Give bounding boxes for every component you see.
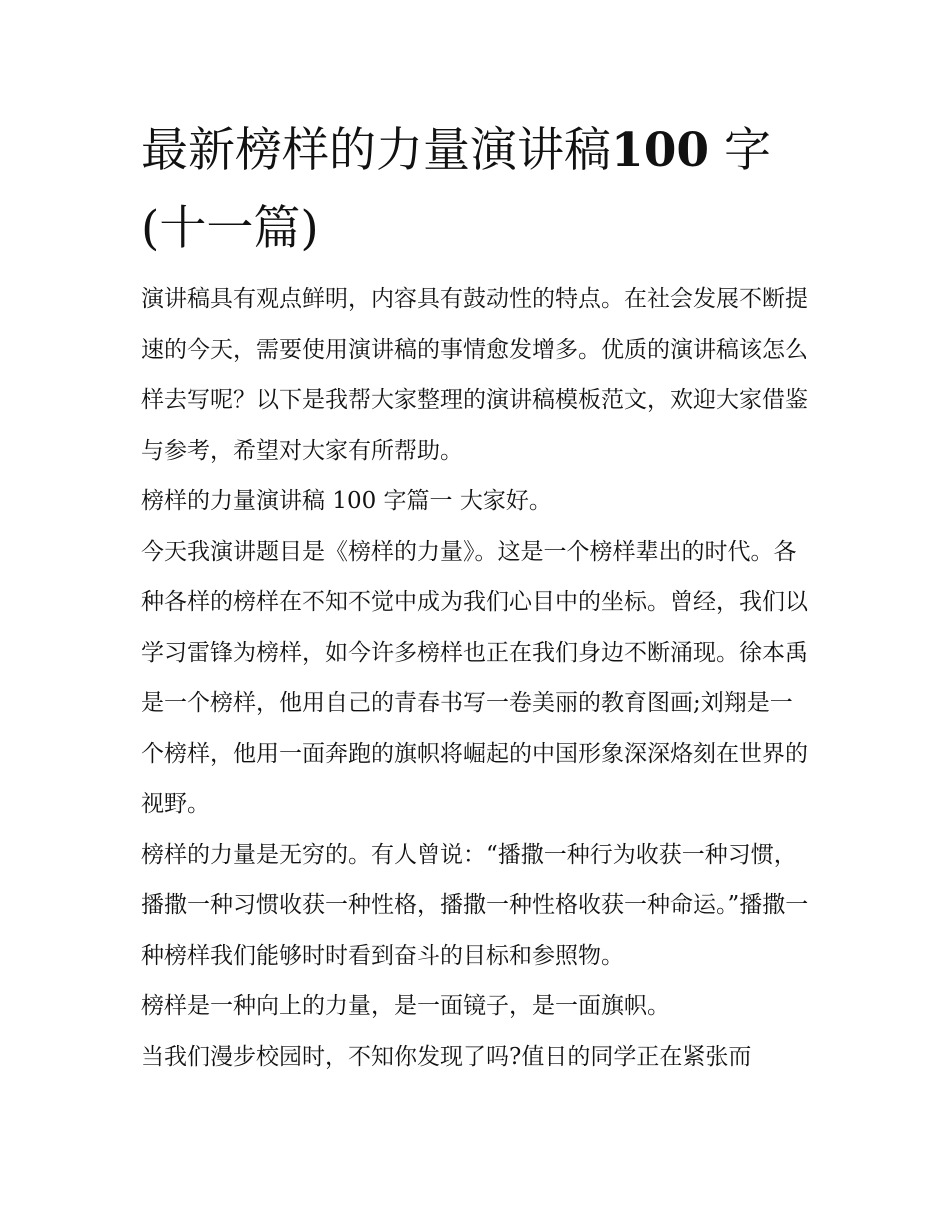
title-number: 100 [611,123,710,178]
paragraph-intro: 演讲稿具有观点鲜明，内容具有鼓动性的特点。在社会发展不断提速的今天，需要使用演讲稿的事情愈发增多。优质的演讲稿该怎么样去写呢？以下是我帮大家整理的演讲稿模板范文，欢迎大家借鉴与参考，希望对大家有所帮助。 [141,286,808,464]
paragraph-body-1: 今天我演讲题目是《榜样的力量》。这是一个榜样辈出的时代。各种各样的榜样在不知不觉中成为我们心目中的坐标。曾经，我们以学习雷锋为榜样，如今许多榜样也正在我们身边不断涌现。徐本禹是一个榜样，他用自己的青春书写一卷美丽的教育图画;刘翔是一个榜样，他用一面奔跑的旗帜将崛起的中国形象深深烙刻在世界的视野。 [141,538,808,817]
document-title [141,112,813,268]
title-suffix: 字 [709,123,772,178]
document-body [141,112,813,1082]
paragraph-body-3: 榜样是一种向上的力量，是一面镜子，是一面旗帜。 [141,993,670,1019]
title-line2: (十一篇) [141,201,319,256]
title-text: 最新榜样的力量演讲稿 [141,123,611,178]
paragraph-body-2: 榜样的力量是无穷的。有人曾说：“播撒一种行为收获一种习惯，播撒一种习惯收获一种性格，播撒一种性格收获一种命运。”播撒一种榜样我们能够时时看到奋斗的目标和参照物。 [141,841,809,969]
paragraph-body-4: 当我们漫步校园时，不知你发现了吗?值日的同学正在紧张而 [141,1043,752,1070]
paragraph-heading: 榜样的力量演讲稿 100 字篇一 大家好。 [141,488,552,514]
